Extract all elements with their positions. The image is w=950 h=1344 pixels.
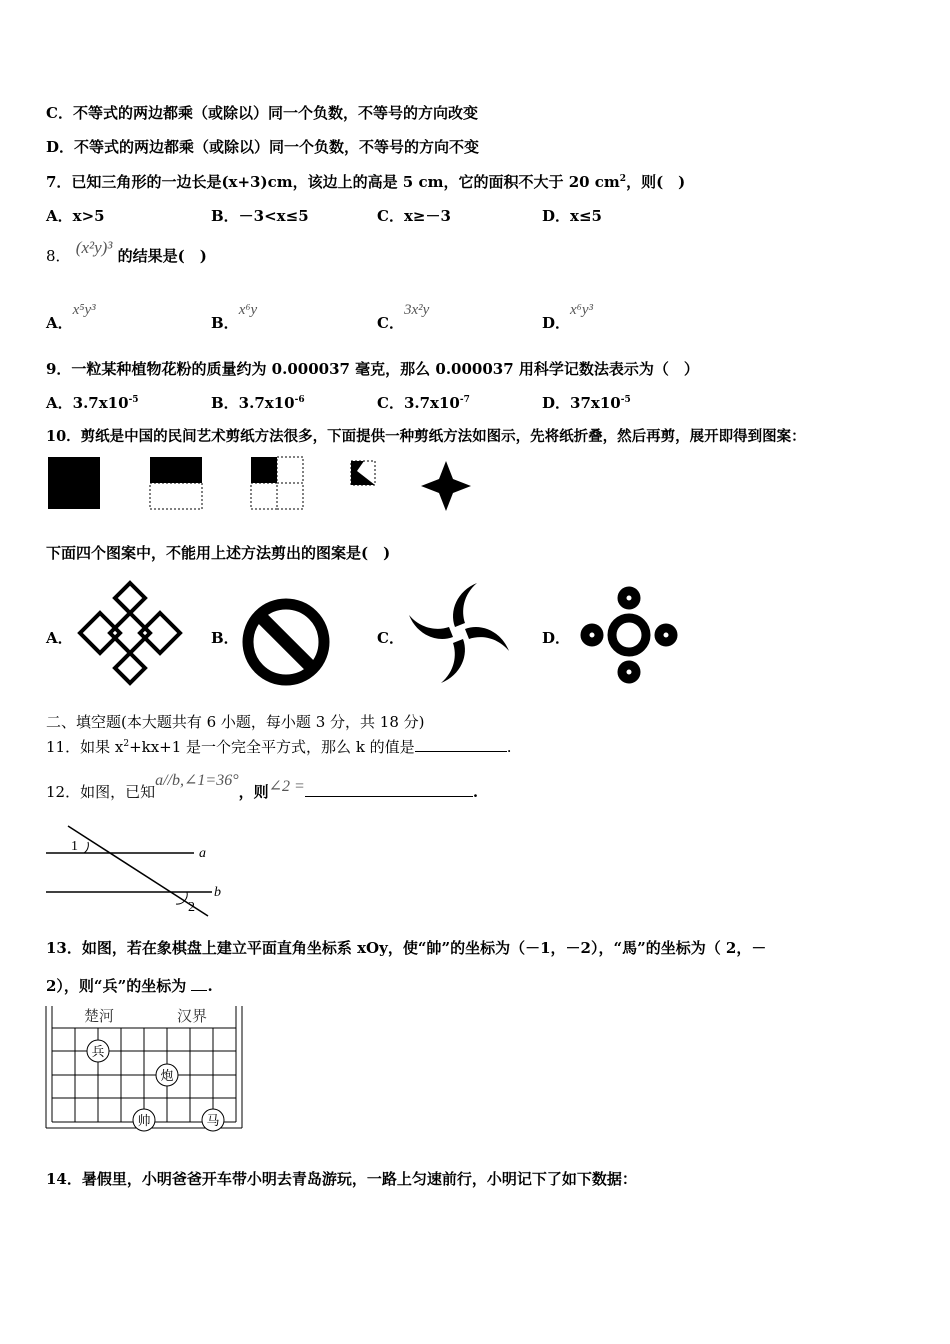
q7-option-d: D．x≤5 — [542, 207, 602, 225]
q13-line-1: 13．如图，若在象棋盘上建立平面直角坐标系 xOy，使“帥”的坐标为（－1，－2），“馬”的坐标为（ 2，－ — [46, 939, 767, 957]
river-left-label: 楚河 — [84, 1007, 115, 1025]
river-right-label: 汉界 — [177, 1007, 208, 1025]
q13-chessboard-figure — [44, 1004, 248, 1136]
svg-text:炮: 炮 — [160, 1069, 174, 1084]
section-2-title: 二、填空题(本大题共有 6 小题，每小题 3 分，共 18 分) — [46, 713, 425, 731]
q10-option-c-figure — [405, 580, 515, 686]
q10-stem: 10．剪纸是中国的民间艺术剪纸方法很多，下面提供一种剪纸方法如图示，先将纸折叠，然后再剪，展开即得到图案： — [46, 428, 806, 445]
fold-step-4-cut — [351, 461, 375, 485]
q8-option-c: C．3x²y — [377, 302, 430, 332]
q7-option-c: C．x≥－3 — [377, 207, 451, 225]
q9-option-b: B．$3.7x10^{-6}$ — [211, 394, 305, 412]
piece-shuai — [133, 1109, 155, 1131]
q8-stem: 8． (x²y)³ 的结果是( ) — [46, 238, 207, 265]
q11-stem: 11．如果 $x^2+kx+1$ 是一个完全平方式，那么 k 的值是 . — [46, 738, 512, 756]
q7-option-b: B．－3<x≤5 — [211, 207, 309, 225]
line-a-label: a — [199, 846, 206, 861]
angle-1-arc — [84, 842, 88, 853]
q14-stem: 14．暑假里，小明爸爸开车带小明去青岛游玩，一路上匀速前行，小明记下了如下数据： — [46, 1170, 637, 1188]
q7-stem: 7．已知三角形的一边长是(x+3)cm，该边上的高是 5 cm，它的面积不大于 20 $cm^2$，则( ) — [46, 173, 686, 191]
svg-text:兵: 兵 — [91, 1045, 105, 1060]
fold-step-5-result — [421, 461, 471, 511]
q9-option-a: A．$3.7x10^{-5}$ — [46, 394, 139, 412]
line-b-label: b — [214, 885, 221, 900]
q9-option-c: C．$3.7x10^{-7}$ — [377, 394, 470, 412]
q8-option-d: D．x⁶y³ — [542, 302, 594, 332]
q10-question: 下面四个图案中，不能用上述方法剪出的图案是( ) — [46, 544, 391, 562]
svg-text:马: 马 — [206, 1114, 220, 1129]
q10-option-c-label: C． — [377, 629, 404, 647]
q6-option-d: D．不等式的两边都乘（或除以）同一个负数，不等号的方向不变 — [46, 138, 480, 156]
fold-step-1-square — [48, 457, 100, 509]
angle-1-label: 1 — [71, 839, 78, 854]
q6-option-c: C．不等式的两边都乘（或除以）同一个负数，不等号的方向改变 — [46, 104, 478, 122]
q10-option-d-figure — [578, 585, 682, 689]
q8-option-a: A．x⁵y³ — [46, 302, 96, 332]
q13-answer-blank — [191, 976, 207, 991]
q12-parallel-lines-figure — [44, 822, 234, 918]
q9-option-d: D．$37x10^{-5}$ — [542, 394, 631, 412]
q9-stem: 9．一粒某种植物花粉的质量约为 0.000037 毫克，那么 0.000037 用科学记数法表示为（ ） — [46, 360, 699, 378]
piece-ma — [202, 1109, 224, 1131]
q10-option-a-figure — [80, 578, 180, 688]
q8-option-b: B．x⁶y — [211, 302, 258, 332]
transversal-line — [68, 826, 208, 916]
angle-2-label: 2 — [188, 900, 195, 915]
q10-option-b-label: B． — [211, 629, 239, 647]
q10-option-d-label: D． — [542, 629, 571, 647]
piece-pao — [156, 1064, 178, 1086]
piece-bing — [87, 1040, 109, 1062]
q10-option-b-figure — [240, 596, 332, 688]
q7-option-a: A．x>5 — [46, 207, 105, 225]
q11-answer-blank — [415, 737, 507, 752]
q12-answer-blank — [305, 782, 473, 797]
q8-expression: (x²y)³ — [75, 238, 113, 257]
svg-text:帅: 帅 — [137, 1114, 151, 1129]
fold-step-3-quarter — [251, 457, 303, 509]
q13-line-2: 2），则“兵”的坐标为 . — [46, 977, 213, 995]
paper-fold-steps-figure — [46, 455, 486, 515]
q12-stem: 12．如图，已知a//b,∠1=36°，则∠2 = . — [46, 772, 479, 801]
fold-step-2-half — [150, 457, 202, 509]
q10-option-a-label: A． — [46, 629, 73, 647]
